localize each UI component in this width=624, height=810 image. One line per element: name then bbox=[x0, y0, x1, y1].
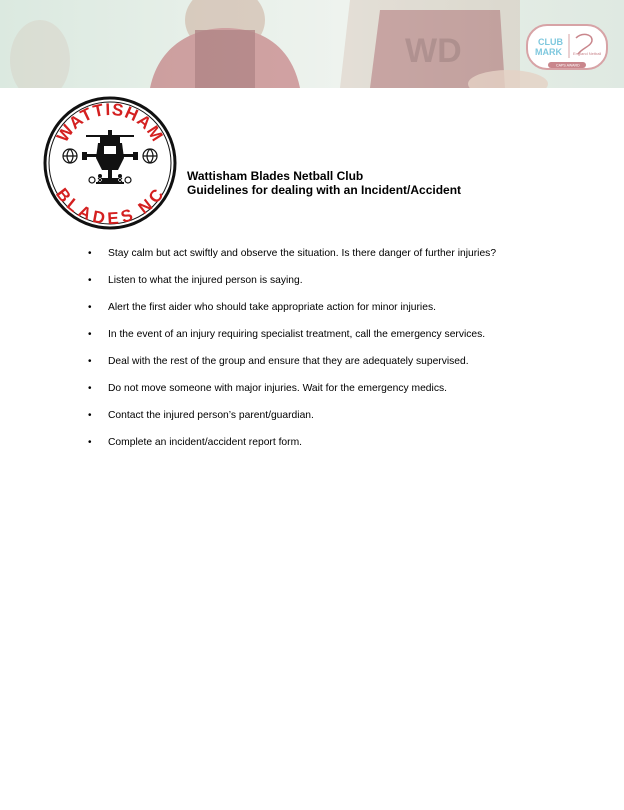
badge-mark-text: MARK bbox=[535, 47, 562, 57]
list-item bbox=[86, 275, 526, 287]
list-item-text: Complete an incident/accident report form. bbox=[108, 437, 303, 448]
list-item-text: Do not move someone with major injuries. Wait for the emergency medics. bbox=[108, 383, 447, 394]
list-item bbox=[86, 383, 526, 395]
svg-text:WD: WD bbox=[405, 32, 462, 70]
list-item-text: Alert the first aider who should take appropriate action for minor injuries. bbox=[108, 302, 436, 313]
bullet-icon: • bbox=[88, 383, 92, 394]
list-item bbox=[86, 248, 526, 260]
list-item bbox=[86, 329, 526, 341]
badge-award-text: CAPS AWARD bbox=[556, 63, 580, 68]
list-item-text: Deal with the rest of the group and ensure that they are adequately supervised. bbox=[108, 356, 469, 367]
badge-club-text: CLUB bbox=[538, 37, 563, 47]
badge-partner-text: England Netball bbox=[573, 51, 602, 56]
document-title-line1: Wattisham Blades Netball Club bbox=[187, 169, 364, 183]
bullet-icon: • bbox=[88, 248, 92, 259]
list-item-text: In the event of an injury requiring specialist treatment, call the emergency services. bbox=[108, 329, 486, 340]
clubmark-badge-icon bbox=[526, 24, 608, 70]
bullet-icon: • bbox=[88, 410, 92, 421]
bullet-icon: • bbox=[88, 356, 92, 367]
guidelines-list bbox=[86, 248, 526, 464]
logo-bottom-text: BLADES NC bbox=[52, 184, 168, 229]
list-item-text: Contact the injured person’s parent/guardian. bbox=[108, 410, 314, 421]
bullet-icon: • bbox=[88, 302, 92, 313]
list-item bbox=[86, 356, 526, 368]
bullet-icon: • bbox=[88, 329, 92, 340]
document-title-line2: Guidelines for dealing with an Incident/Accident bbox=[187, 183, 462, 197]
list-item-text: Listen to what the injured person is saying. bbox=[108, 275, 303, 286]
list-item-text: Stay calm but act swiftly and observe the situation. Is there danger of further injuries? bbox=[108, 248, 497, 259]
bullet-icon: • bbox=[88, 437, 92, 448]
document-title bbox=[187, 169, 461, 197]
header-banner bbox=[0, 0, 624, 88]
list-item bbox=[86, 437, 526, 449]
club-logo bbox=[42, 96, 178, 230]
logo-top-text: WATTISHAM bbox=[52, 99, 168, 146]
list-item bbox=[86, 410, 526, 422]
list-item bbox=[86, 302, 526, 314]
bullet-icon: • bbox=[88, 275, 92, 286]
